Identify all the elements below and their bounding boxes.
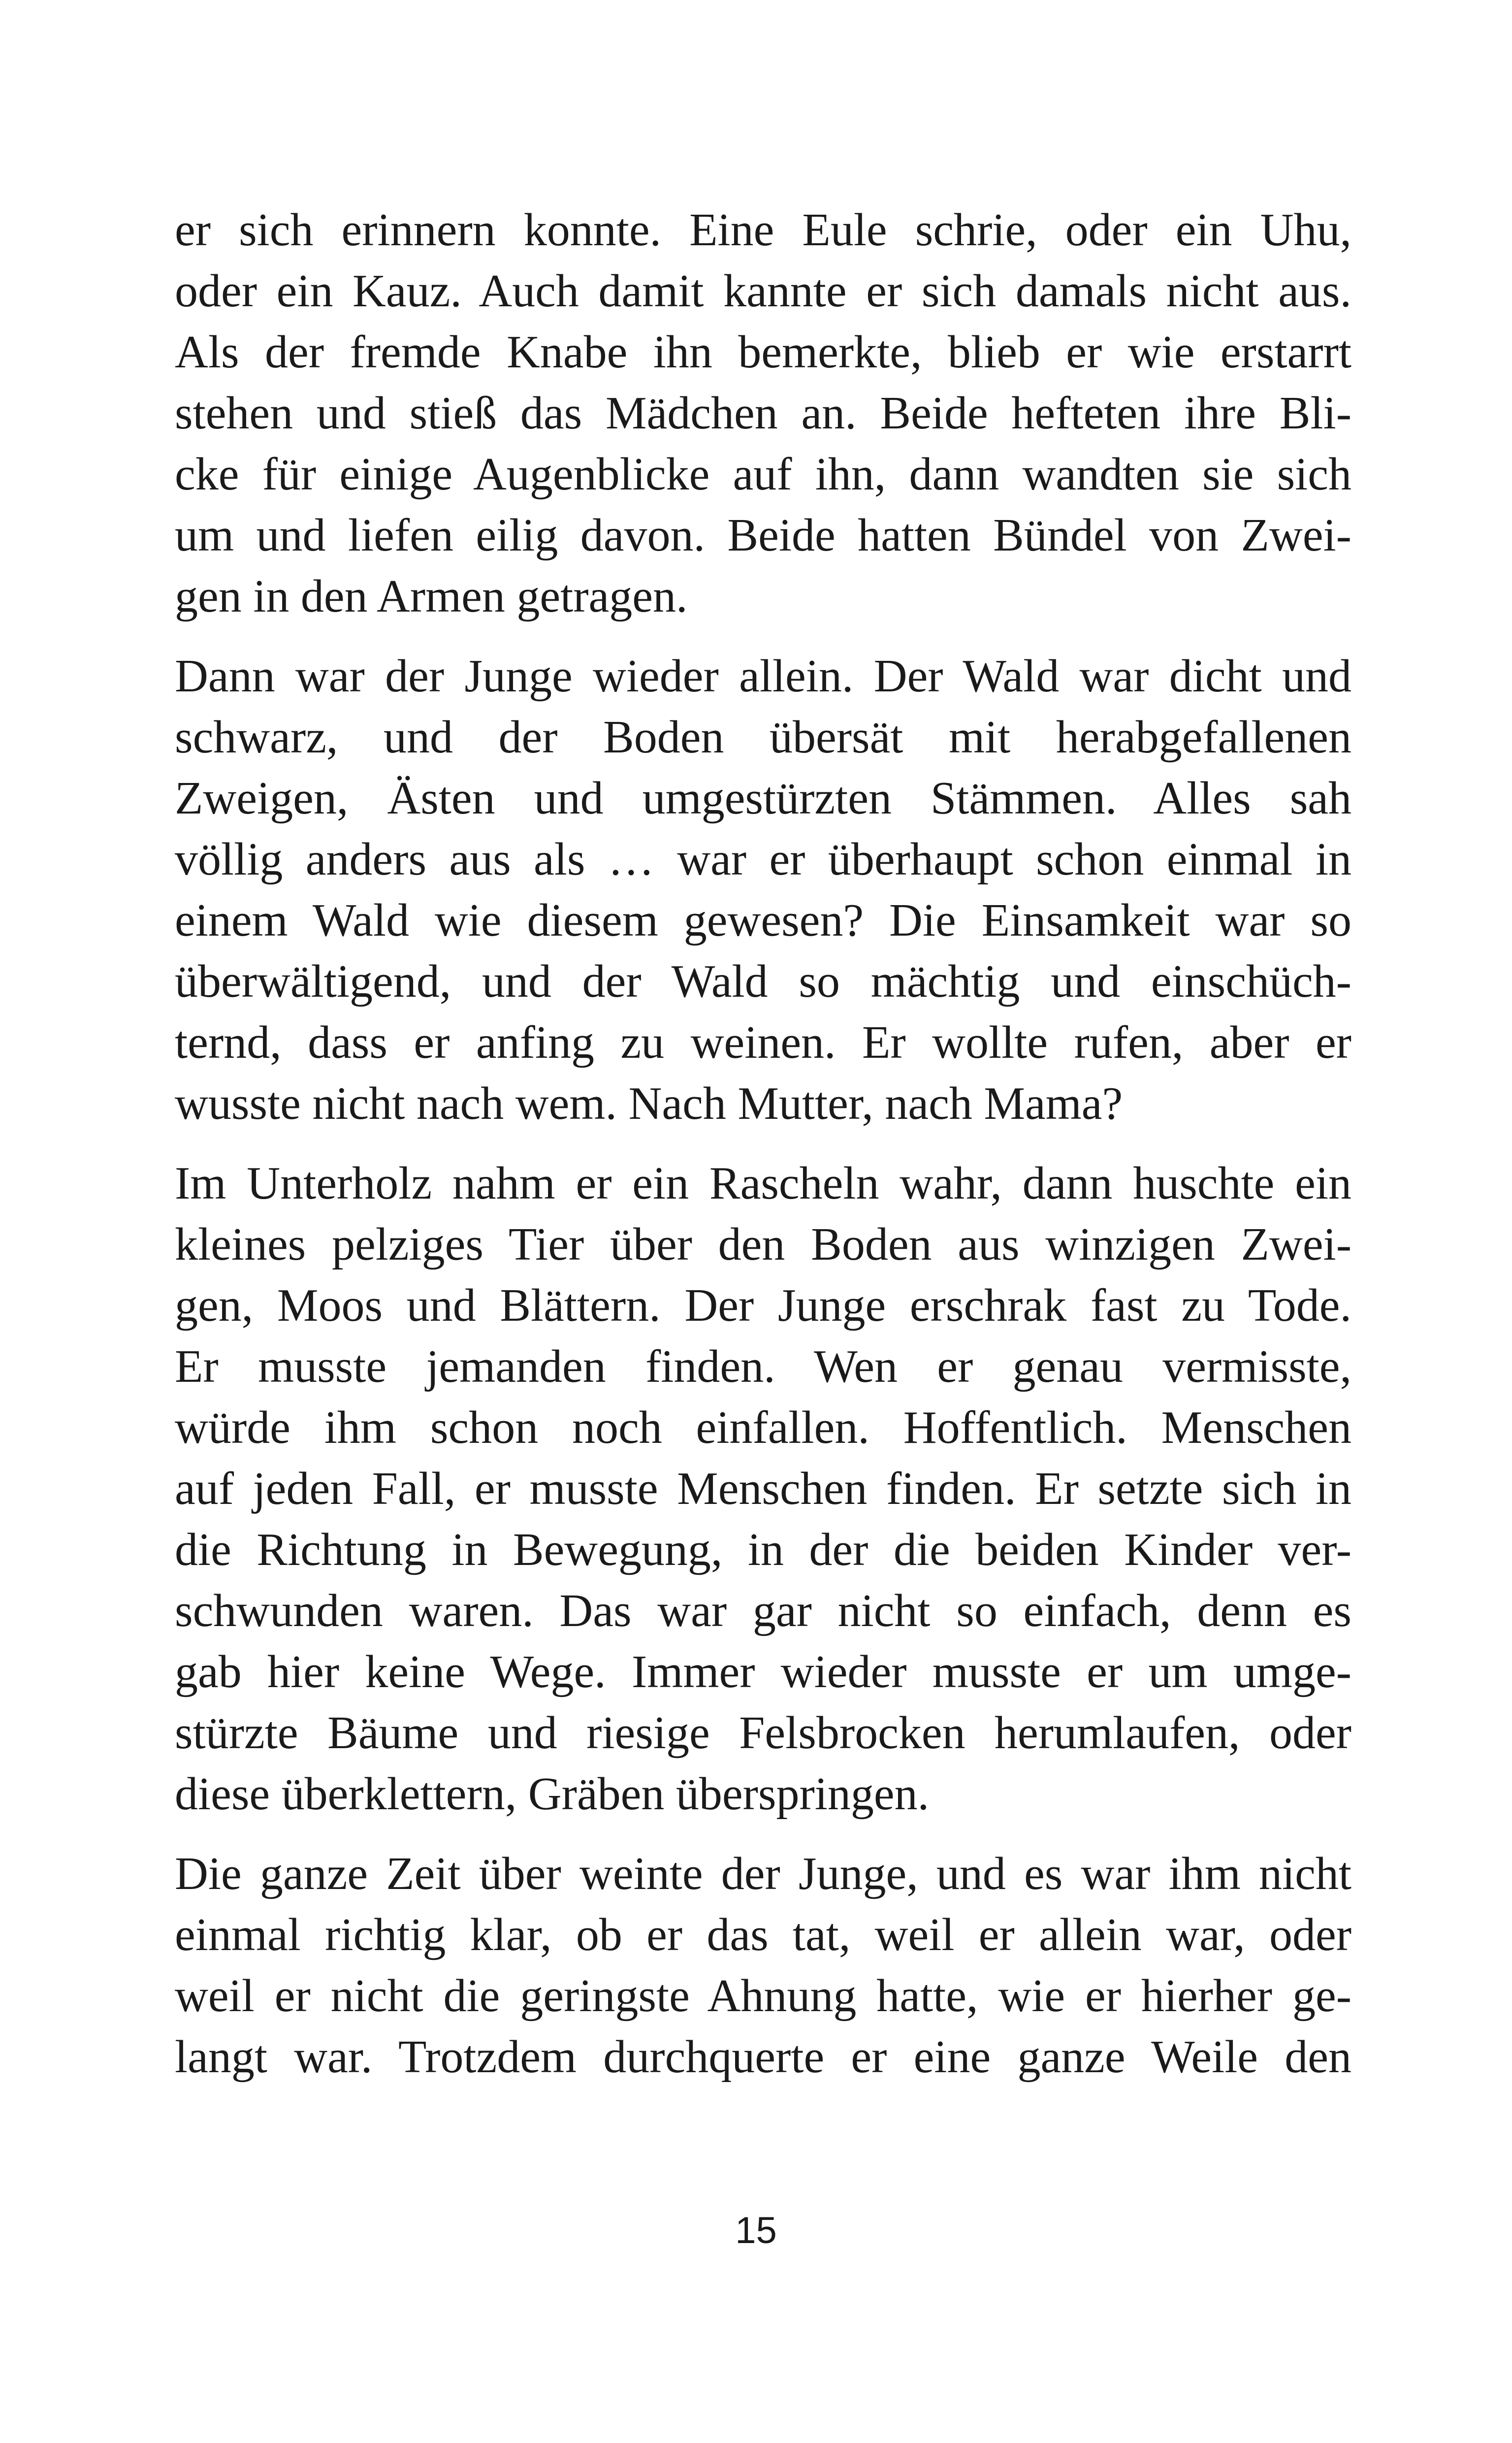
text-line: auf jeden Fall, er musste Menschen finden. Er setzte sich in [175, 1463, 1351, 1514]
text-line: er sich erinnern konnte. Eine Eule schrie, oder ein Uhu, [175, 204, 1351, 256]
text-line: ternd, dass er anfing zu weinen. Er wollte rufen, aber er [175, 1017, 1351, 1068]
text-line: Im Unterholz nahm er ein Rascheln wahr, dann huschte ein [175, 1158, 1351, 1209]
text-line: gen, Moos und Blättern. Der Junge erschrak fast zu Tode. [175, 1280, 1351, 1331]
text-line: schwarz, und der Boden übersät mit herabgefallenen [175, 712, 1351, 763]
text-line: Zweigen, Ästen und umgestürzten Stämmen. Alles sah [175, 773, 1351, 824]
text-line: wusste nicht nach wem. Nach Mutter, nach Mama? [175, 1078, 1123, 1129]
text-line: oder ein Kauz. Auch damit kannte er sich damals nicht aus. [175, 265, 1351, 317]
text-line: einem Wald wie diesem gewesen? Die Einsamkeit war so [175, 895, 1351, 946]
text-line: schwunden waren. Das war gar nicht so einfach, denn es [175, 1585, 1351, 1636]
text-line: gen in den Armen getragen. [175, 571, 688, 622]
paragraph [175, 199, 1351, 627]
body-text [175, 199, 1351, 2106]
paragraph [175, 646, 1351, 1134]
text-line: kleines pelziges Tier über den Boden aus winzigen Zwei- [175, 1219, 1351, 1270]
text-line: stehen und stieß das Mädchen an. Beide hefteten ihre Bli- [175, 388, 1351, 439]
text-line: völlig anders aus als … war er überhaupt schon einmal in [175, 834, 1351, 885]
text-line: diese überklettern, Gräben überspringen. [175, 1768, 930, 1820]
text-line: überwältigend, und der Wald so mächtig und einschüch- [175, 956, 1351, 1007]
paragraph [175, 1153, 1351, 1824]
text-line: weil er nicht die geringste Ahnung hatte, wie er hierher ge- [175, 1970, 1351, 2021]
text-line: Dann war der Junge wieder allein. Der Wald war dicht und [175, 651, 1351, 702]
text-line: Als der fremde Knabe ihn bemerkte, blieb er wie erstarrt [175, 326, 1351, 378]
text-line: langt war. Trotzdem durchquerte er eine ganze Weile den [175, 2031, 1351, 2083]
page-number: 15 [735, 2210, 777, 2251]
text-line: cke für einige Augenblicke auf ihn, dann wandten sie sich [175, 449, 1351, 500]
text-line: Die ganze Zeit über weinte der Junge, und es war ihm nicht [175, 1848, 1351, 1899]
text-line: einmal richtig klar, ob er das tat, weil er allein war, oder [175, 1909, 1351, 1960]
text-line: um und liefen eilig davon. Beide hatten Bündel von Zwei- [175, 510, 1351, 561]
text-line: stürzte Bäume und riesige Felsbrocken herumlaufen, oder [175, 1707, 1351, 1759]
text-line: gab hier keine Wege. Immer wieder musste er um umge- [175, 1646, 1351, 1697]
paragraph [175, 1843, 1351, 2087]
text-line: Er musste jemanden finden. Wen er genau vermisste, [175, 1341, 1351, 1392]
text-line: die Richtung in Bewegung, in der die beiden Kinder ver- [175, 1524, 1351, 1575]
text-line: würde ihm schon noch einfallen. Hoffentlich. Menschen [175, 1402, 1351, 1453]
